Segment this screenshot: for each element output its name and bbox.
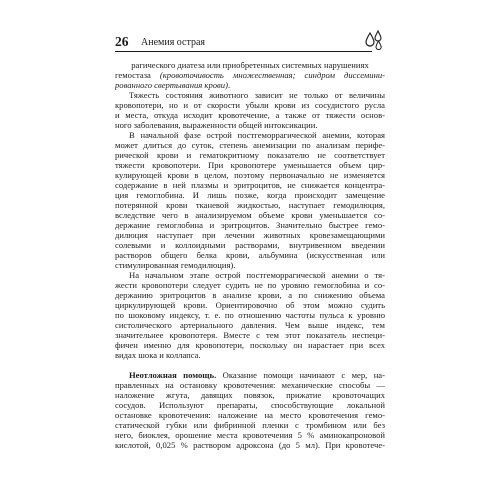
text-line (115, 110, 385, 120)
line-text: остановке кровотечения: наложение на место кровотечения гемо- (115, 410, 385, 420)
line-text: циркулирующей крови. Ориентировочно об этом можно судить (115, 300, 385, 310)
italic-text: рованного свертывания крови) (115, 80, 228, 90)
text-line (115, 210, 385, 220)
text-line (115, 440, 385, 450)
text-line (115, 330, 385, 340)
text-line (115, 230, 385, 240)
bold-text: Неотложная помощь. (129, 370, 217, 380)
line-text: него, биоклея, орошение места кровотечения 5 % аминокапроновой (115, 430, 385, 440)
text-line (115, 120, 385, 130)
text-line (115, 380, 385, 390)
text-line (115, 420, 385, 430)
text-line (115, 240, 385, 250)
text-line (115, 90, 385, 100)
line-text: и места, откуда исходит кровотечение, а также от тяжести основ- (115, 110, 385, 120)
line-text: растворов общего белка крови, альбумина (искусственная или (115, 250, 385, 260)
text-line (115, 260, 385, 270)
drops-icon (363, 29, 385, 51)
line-text: тяжести кровопотери. При кровопотере уменьшается объем цир- (115, 160, 385, 170)
text-line (115, 300, 385, 310)
page-number: 26 (115, 34, 129, 49)
text-line (115, 220, 385, 230)
text-line (115, 310, 385, 320)
text-line (115, 70, 385, 80)
text-line (115, 400, 385, 410)
paragraph-gap (115, 360, 385, 370)
line-text: кровопотери, но и от скорости убыли крови из сосудистого русла (115, 100, 385, 110)
page-header (115, 33, 385, 51)
line-text: держанию эритроцитов в анализе крови, а по снижению объема (115, 290, 385, 300)
text-line (115, 200, 385, 210)
line-text: фичен именно для кровопотери, поскольку он нарастает при всех (115, 340, 385, 350)
text-line (115, 80, 385, 90)
line-text: кислотой, 0,025 % раствором адроксона (до 5 мл). При кровотече- (115, 440, 385, 450)
text-line (115, 340, 385, 350)
line-text: рической крови и гематокритному показателю не соответствует (115, 150, 385, 160)
line-text: . (227, 80, 231, 90)
line-text: Оказание помощи начинают с мер, на- (216, 370, 385, 380)
text-line (115, 60, 385, 70)
text-line (115, 150, 385, 160)
line-text: значительнее кровопотеря. Вместе с тем этот показатель неспеци- (115, 330, 385, 340)
line-text: жести кровопотери следует судить не по уровню гемоглобина и со- (115, 280, 385, 290)
line-text: стимулированная гемодилюция). (115, 260, 236, 270)
text-line (115, 250, 385, 260)
line-text: видах шока и коллапса. (115, 350, 201, 360)
header-rule (115, 51, 372, 52)
line-text: может длиться до суток, степень анемизации по анализам перифе- (115, 140, 385, 150)
text-line (115, 350, 385, 360)
text-line (115, 390, 385, 400)
line-text: солевыми и коллоидными растворами, внутривенном введении (115, 240, 385, 250)
line-text: кулирующей крови в целом, поэтому первоначально не изменяется (115, 170, 385, 180)
line-text: содержание в ней плазмы и эритроцитов, не снижается концентра- (115, 180, 385, 190)
italic-text: (кровоточивость множественная; синдром диссемини- (159, 70, 385, 80)
line-text: рагического диатеза или приобретенных системных нарушениях (131, 60, 369, 70)
text-line (115, 160, 385, 170)
line-text: по шоковому индексу, т. е. по отношению частоты пульса к уровню (115, 310, 385, 320)
text-line (115, 280, 385, 290)
line-text: В начальной фазе острой постгеморрагической анемии, которая (129, 130, 385, 140)
line-text: систолического артериального давления. Чем выше индекс, тем (115, 320, 385, 330)
text-line (115, 370, 385, 380)
text-line (115, 270, 385, 280)
text-line (115, 170, 385, 180)
text-line (115, 320, 385, 330)
line-text: наложение жгута, давящих повязок, прижатие кровоточащих (115, 390, 385, 400)
line-text: ного заболевания, выраженности общей интоксикации. (115, 120, 318, 130)
line-text: статической губки или фибринной пленки с тромбином или без (115, 420, 385, 430)
text-line (115, 290, 385, 300)
line-text: Тяжесть состояния животного зависит не только от величины (129, 90, 385, 100)
page-body (115, 60, 385, 450)
line-text: правленных на остановку кровотечения: механические способы — (115, 380, 385, 390)
line-text: На начальном этапе острой постгеморрагической анемии о тя- (129, 270, 385, 280)
line-text: дилюция наступает при лечении животных кровезамещающими (115, 230, 385, 240)
text-line (115, 130, 385, 140)
line-text: гемостаза (115, 70, 160, 80)
line-text: потерянной крови тканевой жидкостью, наступает гемодилюция, (115, 200, 385, 210)
text-line (115, 180, 385, 190)
text-line (115, 430, 385, 440)
text-line (115, 410, 385, 420)
text-line (115, 190, 385, 200)
line-text: вследствие чего в анализируемом объеме крови уменьшается со- (115, 210, 385, 220)
line-text: ция гемоглобина. И лишь позже, когда происходит замещение (115, 190, 385, 200)
text-line (115, 140, 385, 150)
text-line (115, 100, 385, 110)
line-text: сосудов. Используют препараты, способствующие локальной (115, 400, 385, 410)
line-text: держание гемоглобина и эритроцитов. Значительно быстрее гемо- (115, 220, 385, 230)
running-title: Анемия острая (141, 37, 206, 48)
